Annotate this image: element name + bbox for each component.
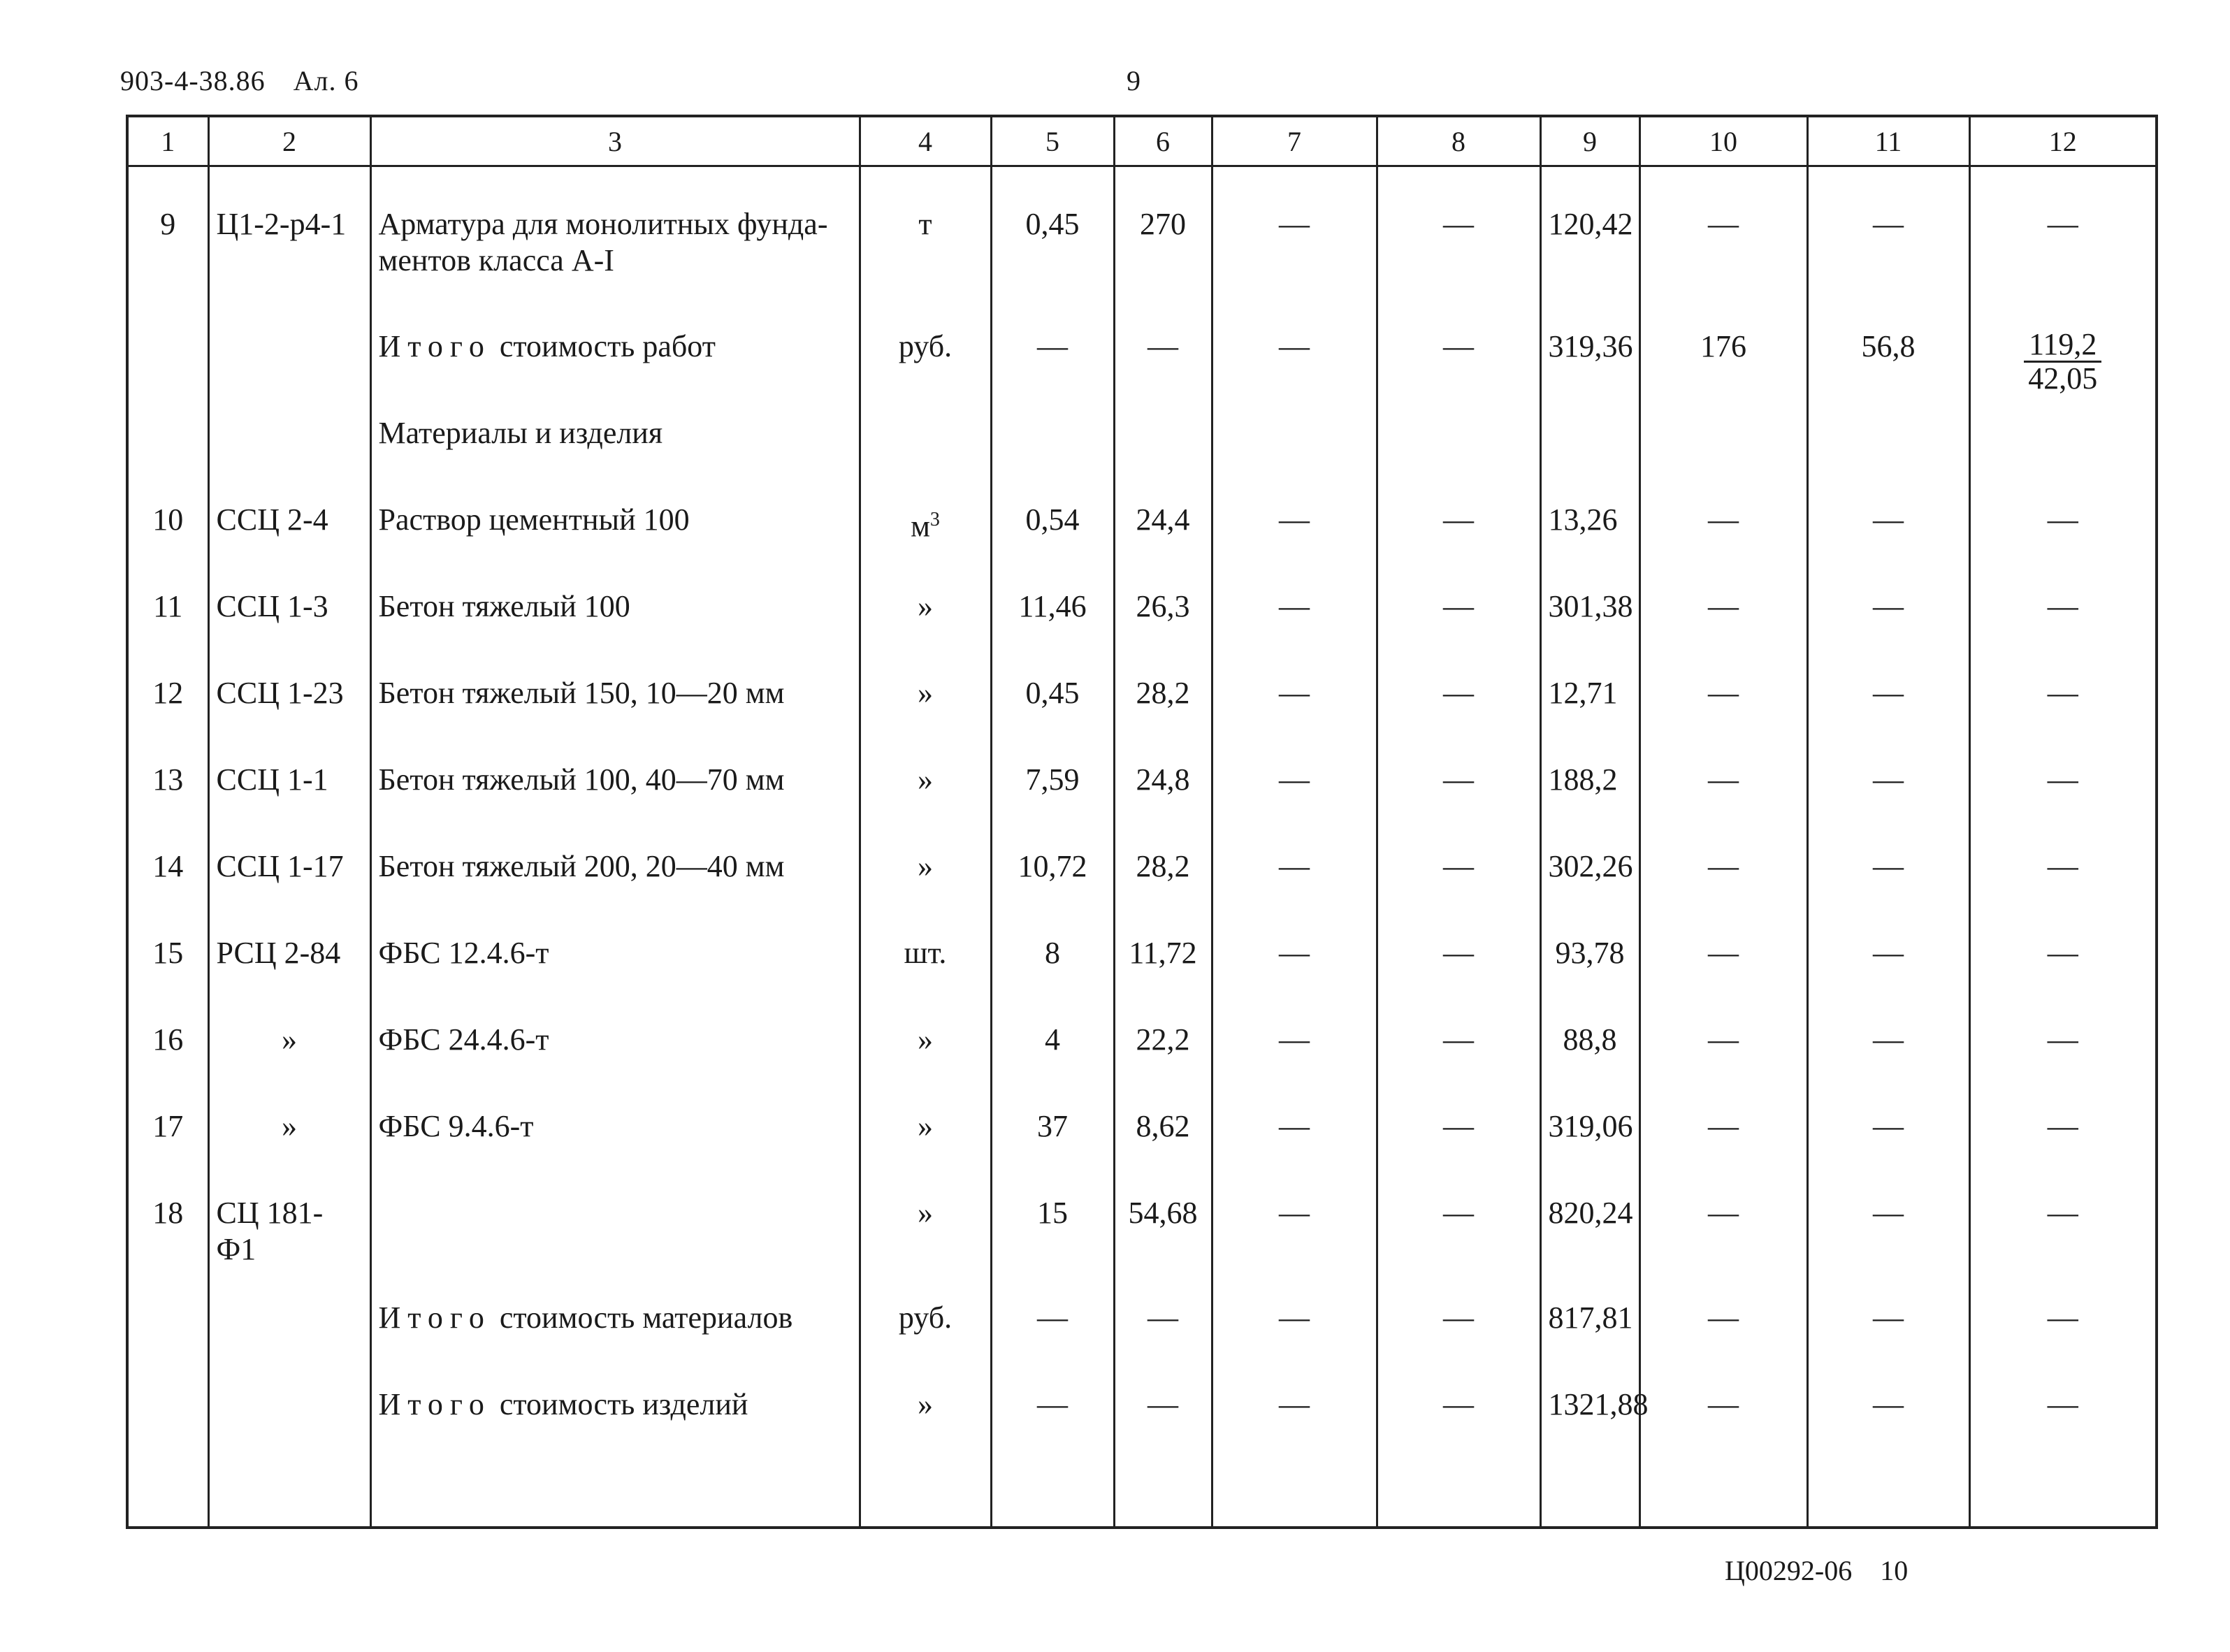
cell-12: —	[1969, 1108, 2157, 1195]
table-row	[127, 1195, 2157, 1300]
total-label	[370, 1300, 860, 1386]
cell-7: —	[1212, 762, 1377, 848]
filler-row	[127, 1473, 2157, 1528]
cell-7: —	[1212, 1195, 1377, 1300]
total-cost: 13,26	[1540, 502, 1639, 588]
footer-code	[1725, 1554, 1908, 1587]
row-number: 15	[127, 935, 208, 1022]
col-header-8: 8	[1377, 116, 1540, 166]
rate-code: »	[208, 1108, 370, 1195]
cell-8: —	[1377, 1022, 1540, 1108]
footer-number: 10	[1880, 1555, 1909, 1586]
cell-7: —	[1212, 1300, 1377, 1386]
cell-10: —	[1639, 1022, 1807, 1108]
unit: »	[860, 588, 991, 675]
unit: »	[860, 1108, 991, 1195]
item-description: ФБС 12.4.6-т	[370, 935, 860, 1022]
desc-line: Арматура для монолитных фунда-	[378, 207, 828, 241]
total-cost: 88,8	[1540, 1022, 1639, 1108]
col-header-10: 10	[1639, 116, 1807, 166]
cell-10: —	[1639, 166, 1807, 328]
cell-7: —	[1212, 166, 1377, 328]
cell-11: —	[1807, 762, 1969, 848]
unit-price: 28,2	[1114, 848, 1212, 935]
fraction	[2024, 328, 2101, 395]
cell-7: —	[1212, 935, 1377, 1022]
cell-11: —	[1807, 1108, 1969, 1195]
cell-10: —	[1639, 935, 1807, 1022]
row-number: 11	[127, 588, 208, 675]
cell-8: —	[1377, 762, 1540, 848]
rate-code: ССЦ 1-17	[208, 848, 370, 935]
cell-11: 56,8	[1807, 328, 1969, 415]
cell-12: —	[1969, 848, 2157, 935]
cell-7: —	[1212, 502, 1377, 588]
cell-8: —	[1377, 1195, 1540, 1300]
total-label-text: стоимость работ	[499, 328, 716, 363]
total-label	[370, 328, 860, 415]
unit: »	[860, 762, 991, 848]
document-code	[120, 64, 359, 97]
col-header-9: 9	[1540, 116, 1639, 166]
unit-price: 24,4	[1114, 502, 1212, 588]
unit-price: 8,62	[1114, 1108, 1212, 1195]
cell-7: —	[1212, 1386, 1377, 1473]
itogo-word: Итого	[378, 328, 491, 363]
unit-base: м	[911, 509, 930, 544]
total-cost: 302,26	[1540, 848, 1639, 935]
total-row-works	[127, 328, 2157, 415]
cell-10: —	[1639, 762, 1807, 848]
item-description: Раствор цементный 100	[370, 502, 860, 588]
cell-12: —	[1969, 1386, 2157, 1473]
estimate-table	[126, 115, 2158, 1529]
cell-11: —	[1807, 1195, 1969, 1300]
rate-code: ССЦ 1-23	[208, 675, 370, 762]
total-cost: 1321,88	[1540, 1386, 1639, 1473]
total-cost: 188,2	[1540, 762, 1639, 848]
unit-price: 11,72	[1114, 935, 1212, 1022]
col-header-12: 12	[1969, 116, 2157, 166]
unit-price: —	[1114, 1300, 1212, 1386]
rate-code	[208, 1195, 370, 1300]
cell-12: —	[1969, 675, 2157, 762]
col-header-11: 11	[1807, 116, 1969, 166]
quantity: —	[991, 328, 1114, 415]
unit: шт.	[860, 935, 991, 1022]
row-number: 17	[127, 1108, 208, 1195]
cell-12: —	[1969, 935, 2157, 1022]
total-cost: 12,71	[1540, 675, 1639, 762]
footer-code-text: Ц00292-06	[1725, 1555, 1853, 1586]
row-number: 12	[127, 675, 208, 762]
cell-10: —	[1639, 848, 1807, 935]
cell-8: —	[1377, 935, 1540, 1022]
unit-price: 28,2	[1114, 675, 1212, 762]
total-cost: 120,42	[1540, 166, 1639, 328]
cell-8: —	[1377, 1300, 1540, 1386]
code-line: СЦ 181-	[216, 1195, 324, 1230]
cell-11: —	[1807, 1300, 1969, 1386]
col-header-7: 7	[1212, 116, 1377, 166]
row-number: 9	[127, 166, 208, 328]
col-header-4: 4	[860, 116, 991, 166]
quantity: 7,59	[991, 762, 1114, 848]
table-row	[127, 1022, 2157, 1108]
total-cost: 319,06	[1540, 1108, 1639, 1195]
unit: т	[860, 166, 991, 328]
cell-10: —	[1639, 1195, 1807, 1300]
item-description: ФБС 9.4.6-т	[370, 1108, 860, 1195]
cell-7: —	[1212, 1108, 1377, 1195]
table-row	[127, 502, 2157, 588]
cell-7: —	[1212, 588, 1377, 675]
column-number-row	[127, 116, 2157, 166]
total-cost: 301,38	[1540, 588, 1639, 675]
unit: »	[860, 1022, 991, 1108]
unit-price: —	[1114, 328, 1212, 415]
unit	[860, 502, 991, 588]
cell-11: —	[1807, 166, 1969, 328]
page-number: 9	[1127, 65, 1141, 96]
item-description: ФБС 24.4.6-т	[370, 1022, 860, 1108]
cell-8: —	[1377, 1108, 1540, 1195]
total-row-materials	[127, 1300, 2157, 1386]
rate-code: ССЦ 2-4	[208, 502, 370, 588]
total-cost: 817,81	[1540, 1300, 1639, 1386]
cell-10: —	[1639, 675, 1807, 762]
document-code-text: 903-4-38.86	[120, 65, 266, 96]
cell-8: —	[1377, 675, 1540, 762]
item-description: Бетон тяжелый 200, 20—40 мм	[370, 848, 860, 935]
cell-11: —	[1807, 675, 1969, 762]
col-header-5: 5	[991, 116, 1114, 166]
itogo-word: Итого	[378, 1300, 491, 1335]
row-number: 18	[127, 1195, 208, 1300]
table-row	[127, 1108, 2157, 1195]
item-description: Бетон тяжелый 150, 10—20 мм	[370, 675, 860, 762]
quantity: 0,45	[991, 675, 1114, 762]
table-row	[127, 588, 2157, 675]
cell-12: —	[1969, 1022, 2157, 1108]
table-row	[127, 848, 2157, 935]
cell-10: 176	[1639, 328, 1807, 415]
cell-10: —	[1639, 1386, 1807, 1473]
quantity: 11,46	[991, 588, 1114, 675]
itogo-word: Итого	[378, 1386, 491, 1421]
quantity: 8	[991, 935, 1114, 1022]
cell-10: —	[1639, 1108, 1807, 1195]
rate-code: Ц1-2-р4-1	[208, 166, 370, 328]
cell-10: —	[1639, 502, 1807, 588]
item-description	[370, 1195, 860, 1300]
item-description: Бетон тяжелый 100	[370, 588, 860, 675]
unit: руб.	[860, 1300, 991, 1386]
unit: руб.	[860, 328, 991, 415]
unit: »	[860, 1386, 991, 1473]
total-cost: 820,24	[1540, 1195, 1639, 1300]
col-header-6: 6	[1114, 116, 1212, 166]
row-number: 14	[127, 848, 208, 935]
cell-8: —	[1377, 848, 1540, 935]
quantity: 0,54	[991, 502, 1114, 588]
total-label-text: стоимость изделий	[499, 1386, 748, 1421]
cell-11: —	[1807, 502, 1969, 588]
quantity: 10,72	[991, 848, 1114, 935]
sheet-label: Ал. 6	[293, 65, 359, 96]
cell-11: —	[1807, 935, 1969, 1022]
cell-8: —	[1377, 1386, 1540, 1473]
cell-11: —	[1807, 1022, 1969, 1108]
unit-price: 54,68	[1114, 1195, 1212, 1300]
table-row	[127, 675, 2157, 762]
section-row	[127, 415, 2157, 502]
rate-code: РСЦ 2-84	[208, 935, 370, 1022]
cell-12: —	[1969, 1195, 2157, 1300]
cell-12: —	[1969, 762, 2157, 848]
cell-11: —	[1807, 1386, 1969, 1473]
cell-12: —	[1969, 1300, 2157, 1386]
cell-10: —	[1639, 588, 1807, 675]
total-label-text: стоимость материалов	[499, 1300, 793, 1335]
table-row	[127, 166, 2157, 328]
unit-price: 22,2	[1114, 1022, 1212, 1108]
desc-line: ментов класса А-I	[378, 243, 614, 277]
unit: »	[860, 1195, 991, 1300]
cell-7: —	[1212, 848, 1377, 935]
cell-10: —	[1639, 1300, 1807, 1386]
quantity: —	[991, 1386, 1114, 1473]
rate-code: ССЦ 1-1	[208, 762, 370, 848]
row-number: 10	[127, 502, 208, 588]
total-label	[370, 1386, 860, 1473]
total-row-products	[127, 1386, 2157, 1473]
quantity: 37	[991, 1108, 1114, 1195]
total-cost: 93,78	[1540, 935, 1639, 1022]
cell-11: —	[1807, 848, 1969, 935]
cell-12: —	[1969, 166, 2157, 328]
cell-12: —	[1969, 588, 2157, 675]
unit-price: 26,3	[1114, 588, 1212, 675]
cell-12	[1969, 328, 2157, 415]
col-header-1: 1	[127, 116, 208, 166]
cell-8: —	[1377, 588, 1540, 675]
fraction-denominator: 42,05	[2028, 361, 2098, 396]
cell-7: —	[1212, 328, 1377, 415]
cell-8: —	[1377, 328, 1540, 415]
cell-8: —	[1377, 166, 1540, 328]
table-row	[127, 762, 2157, 848]
col-header-3: 3	[370, 116, 860, 166]
total-cost: 319,36	[1540, 328, 1639, 415]
fraction-numerator: 119,2	[2024, 328, 2101, 363]
row-number: 13	[127, 762, 208, 848]
unit-price: 270	[1114, 166, 1212, 328]
unit-price: —	[1114, 1386, 1212, 1473]
rate-code: ССЦ 1-3	[208, 588, 370, 675]
quantity: 4	[991, 1022, 1114, 1108]
quantity: 0,45	[991, 166, 1114, 328]
item-description	[370, 166, 860, 328]
item-description: Бетон тяжелый 100, 40—70 мм	[370, 762, 860, 848]
cell-8: —	[1377, 502, 1540, 588]
cell-11: —	[1807, 588, 1969, 675]
cell-7: —	[1212, 1022, 1377, 1108]
cell-12: —	[1969, 502, 2157, 588]
row-number: 16	[127, 1022, 208, 1108]
unit: »	[860, 675, 991, 762]
cell-7: —	[1212, 675, 1377, 762]
col-header-2: 2	[208, 116, 370, 166]
rate-code: »	[208, 1022, 370, 1108]
unit: »	[860, 848, 991, 935]
quantity: 15	[991, 1195, 1114, 1300]
unit-price: 24,8	[1114, 762, 1212, 848]
unit-exponent: 3	[929, 508, 940, 530]
quantity: —	[991, 1300, 1114, 1386]
section-heading: Материалы и изделия	[370, 415, 860, 502]
table-row	[127, 935, 2157, 1022]
code-line: Ф1	[216, 1231, 256, 1266]
